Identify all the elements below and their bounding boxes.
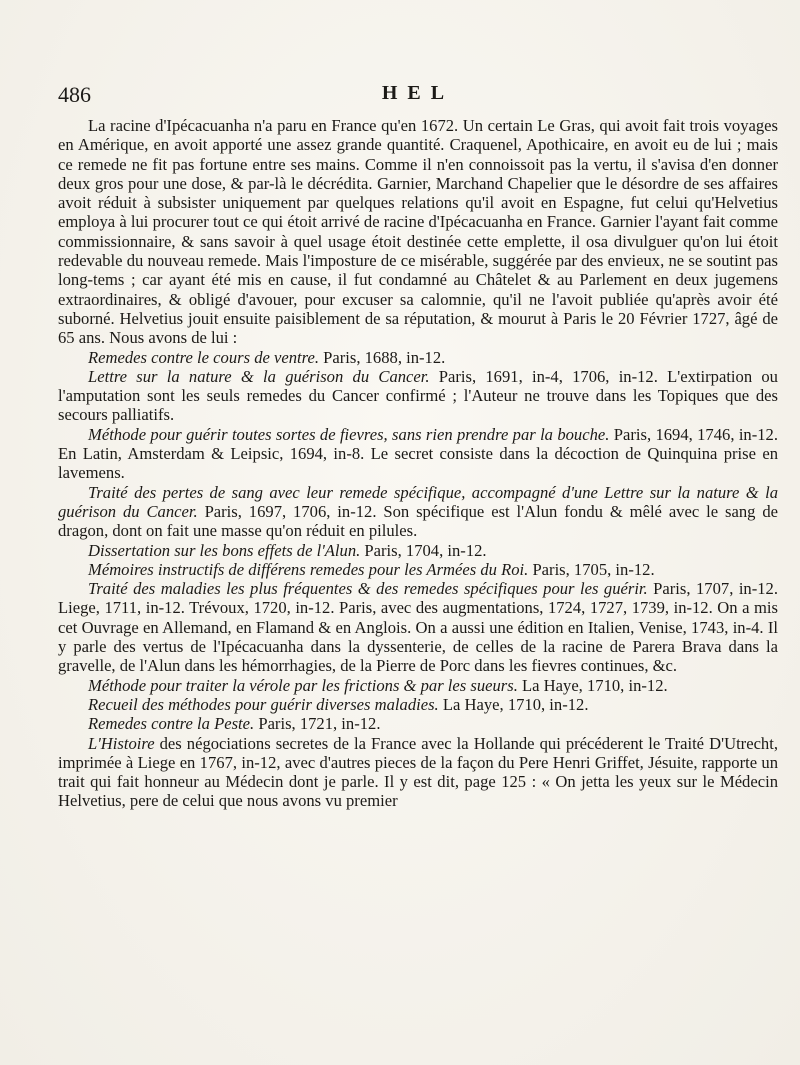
work-title: L'Histoire <box>88 733 155 753</box>
bibliography-entry: Lettre sur la nature & la guérison du Cancer. Paris, 1691, in-4, 1706, in-12. L'extirpation ou l'amputation sont les seuls remedes du Cancer confirmé ; l'Auteur ne trouve dans les Topiques que des secours palliatifs. <box>58 366 778 425</box>
bibliography-entry: Remedes contre la Peste. Paris, 1721, in-12. <box>88 714 381 734</box>
bibliography-entry: Recueil des méthodes pour guérir diverses maladies. La Haye, 1710, in-12. <box>88 694 589 714</box>
history-paragraph: L'Histoire des négociations secretes de la France avec la Hollande qui précéderent le Traité D'Utrecht, imprimée à Liege en 1767, in-12, avec d'autres pieces de la façon du Pere Henri Griffet, Jésuite, rapporte un trait qui fait honneur au Médecin dont je parle. Il y est dit, page 125 : « On jetta les yeux sur le Médecin Helvetius, pere de celui que nous avons vu premier <box>58 733 778 811</box>
bibliography-entry: Mémoires instructifs de différens remedes pour les Armées du Roi. Paris, 1705, in-12. <box>88 559 655 579</box>
work-title: Remedes contre la Peste. <box>88 714 255 734</box>
work-title: Méthode pour guérir toutes sortes de fievres, sans rien prendre par la bouche. <box>88 424 610 444</box>
work-title: Remedes contre le cours de ventre. <box>88 347 319 367</box>
running-head <box>58 82 778 112</box>
work-title: Recueil des méthodes pour guérir diverses maladies. <box>88 694 439 714</box>
work-title: Mémoires instructifs de différens remedes pour les Armées du Roi. <box>88 559 529 579</box>
bibliography-entry: Traité des pertes de sang avec leur remede spécifique, accompagné d'une Lettre sur la nature & la guérison du Cancer. Paris, 1697, 1706, in-12. Son spécifique est l'Alun fondu & mêlé avec le sang de dragon, dont on fait une masse qu'on réduit en pilules. <box>58 482 778 541</box>
work-title: Traité des pertes de sang avec leur remede spécifique, accompagné d'une Lettre sur la nature & la guérison du Cancer. <box>58 482 778 521</box>
page-number: 486 <box>58 82 91 107</box>
bibliography-entry: Dissertation sur les bons effets de l'Alun. Paris, 1704, in-12. <box>88 540 487 560</box>
bibliography-entry: Méthode pour guérir toutes sortes de fievres, sans rien prendre par la bouche. Paris, 1694, 1746, in-12. En Latin, Amsterdam & Leipsic, 1694, in-8. Le secret consiste dans la décoction de Quinquina prise en lavemens. <box>58 424 778 483</box>
work-title: Lettre sur la nature & la guérison du Cancer. <box>88 366 430 386</box>
bibliography-entry: Remedes contre le cours de ventre. Paris, 1688, in-12. <box>88 347 446 367</box>
work-title: Méthode pour traiter la vérole par les frictions & par les sueurs. <box>88 675 518 695</box>
article-body <box>58 116 778 811</box>
running-title: HEL <box>381 82 455 104</box>
work-title: Traité des maladies les plus fréquentes & des remedes spécifiques pour les guérir. <box>88 579 648 599</box>
intro-paragraph: La racine d'Ipécacuanha n'a paru en France qu'en 1672. Un certain Le Gras, qui avoit fait trois voyages en Amérique, en avoit apporté une assez grande quantité. Craquenel, Apothicaire, en avoit eu de lui ; mais ce remede ne fit pas fortune entre ses mains. Comme il n'en connoissoit pas la vertu, il s'avisa d'en donner deux gros pour une dose, & par-là le décrédita. Garnier, Marchand Chapelier que le désordre de ses affaires avoit réduit à subsister uniquement par quelques relations qu'il avoit en Espagne, fut celui qu'Helvetius employa à lui procurer tout ce qui étoit arrivé de racine d'Ipécacuanha en France. Garnier l'ayant fait comme commissionnaire, & sans savoir à quel usage étoit destinée cette emplette, il osa divulguer qu'on lui étoit redevable du nouveau remede. Mais l'imposture de ce misérable, suggérée par des envieux, ne se soutint pas long-tems ; car ayant été mis en cause, il fut condamné au Châtelet & au Parlement en deux jugemens extraordinaires, & obligé d'avouer, pour excuser sa calomnie, qu'il ne l'avoit publiée qu'après avoir été suborné. Helvetius jouit ensuite paisiblement de sa réputation, & mourut à Paris le 20 Février 1727, âgé de 65 ans. Nous avons de lui : <box>58 116 778 348</box>
bibliography-entry: Traité des maladies les plus fréquentes & des remedes spécifiques pour les guérir. Paris, 1707, in-12. Liege, 1711, in-12. Trévoux, 1720, in-12. Paris, avec des augmentations, 1724, 1727, 1739, in-12. On a mis cet Ouvrage en Allemand, en Flamand & en Anglois. On a aussi une édition en Italien, Venise, 1743, in-4. Il y parle des vertus de l'Ipécacuanha dans la dyssenterie, de celles de la racine de Parera Brava dans la gravelle, de l'Alun dans les hémorrhagies, de la Pierre de Porc dans les fievres continues, &c. <box>58 579 778 676</box>
work-title: Dissertation sur les bons effets de l'Alun. <box>88 540 361 560</box>
bibliography-entry: Méthode pour traiter la vérole par les frictions & par les sueurs. La Haye, 1710, in-12. <box>88 675 668 695</box>
